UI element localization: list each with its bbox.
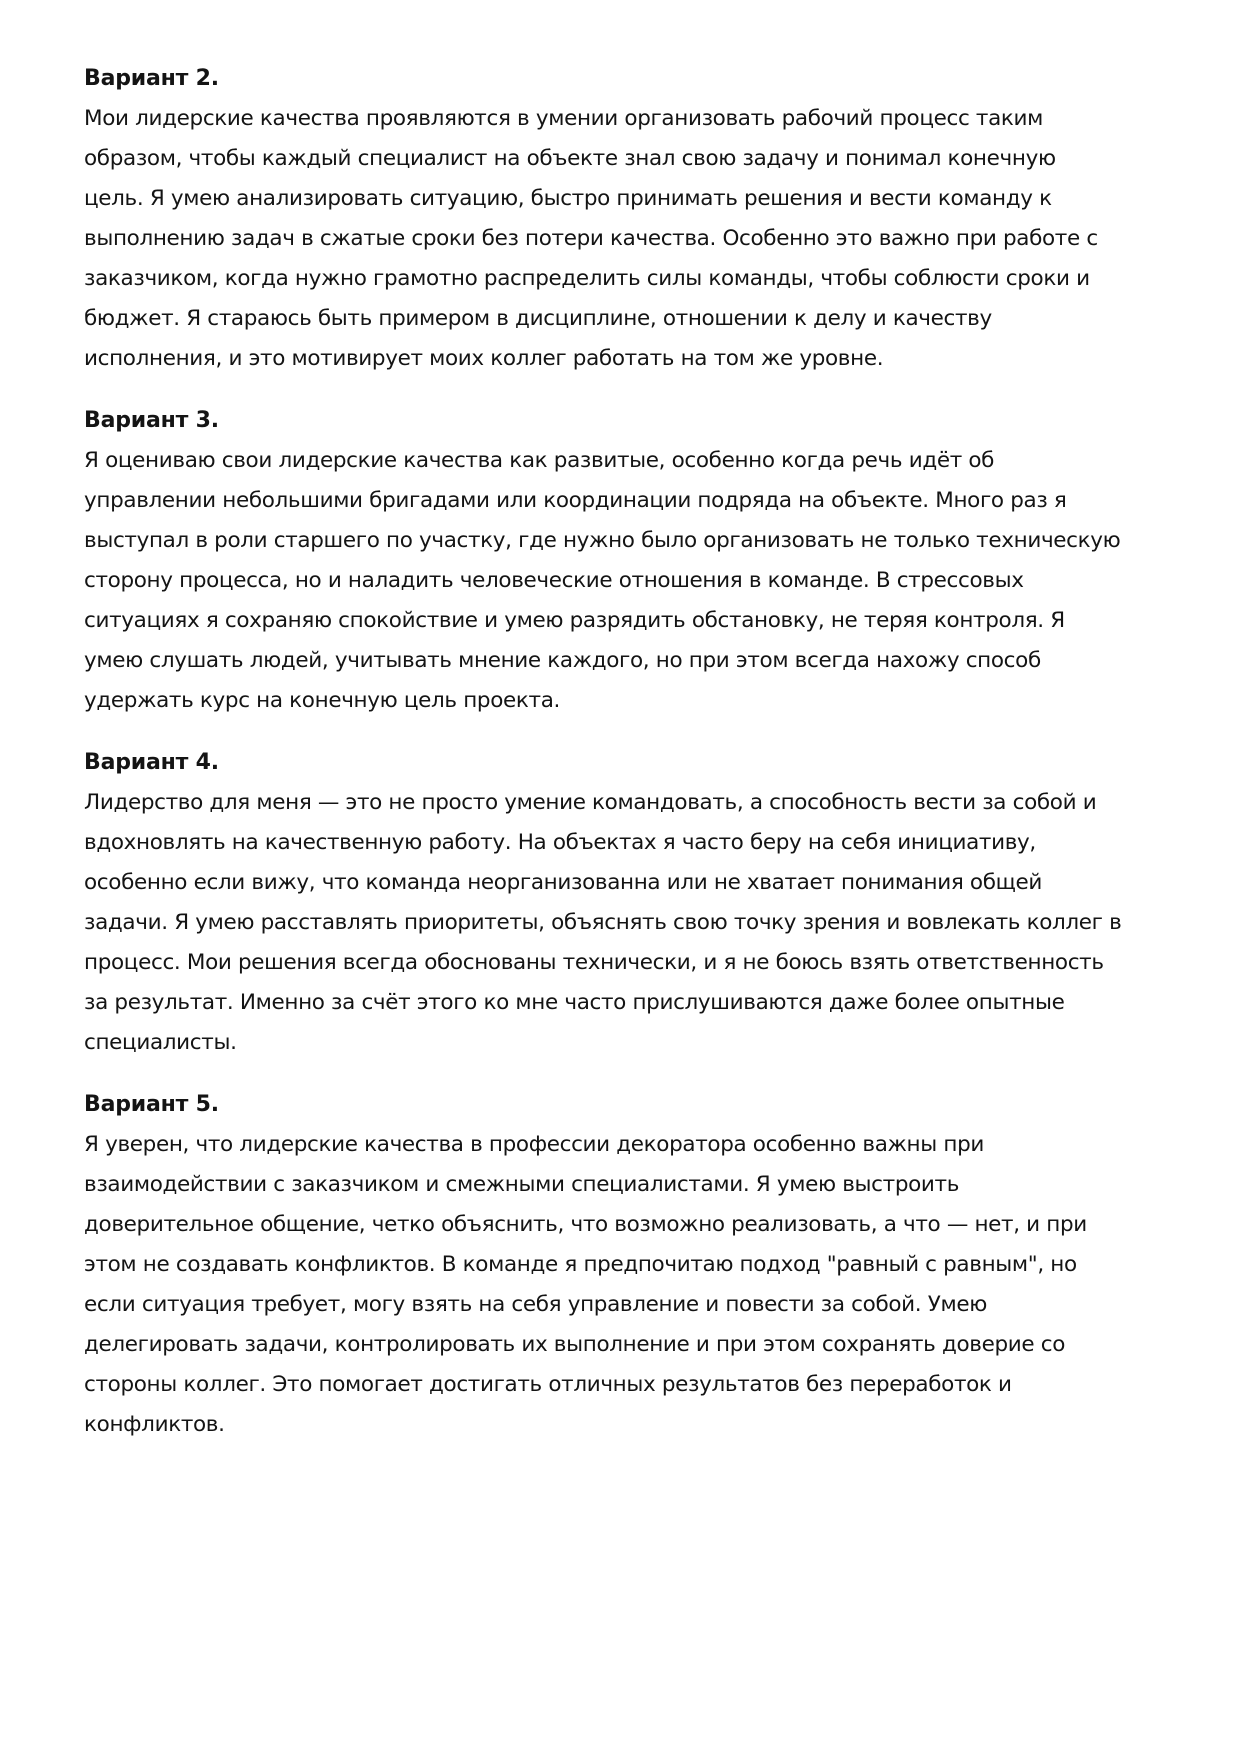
- text-line: сторону процесса, но и наладить человеческие отношения в команде. В стрессовых: [84, 568, 1024, 593]
- text-line: выполнению задач в сжатые сроки без потери качества. Особенно это важно при работе с: [84, 226, 1098, 251]
- text-line: делегировать задачи, контролировать их выполнение и при этом сохранять доверие со: [84, 1332, 1066, 1357]
- text-line: процесс. Мои решения всегда обоснованы технически, и я не боюсь взять ответственность: [84, 950, 1104, 975]
- variant-2-section: [84, 62, 1164, 379]
- text-line: Лидерство для меня — это не просто умение командовать, а способность вести за собой и: [84, 790, 1097, 815]
- text-line: доверительное общение, четко объяснить, что возможно реализовать, а что — нет, и при: [84, 1212, 1087, 1237]
- document-page: [84, 62, 1164, 1470]
- variant-2-title: Вариант 2.: [84, 66, 219, 91]
- text-line: взаимодействии с заказчиком и смежными специалистами. Я умею выстроить: [84, 1172, 960, 1197]
- text-line: заказчиком, когда нужно грамотно распределить силы команды, чтобы соблюсти сроки и: [84, 266, 1090, 291]
- text-line: стороны коллег. Это помогает достигать отличных результатов без переработок и: [84, 1372, 1012, 1397]
- text-line: особенно если вижу, что команда неорганизованна или не хватает понимания общей: [84, 870, 1043, 895]
- text-line: выступал в роли старшего по участку, где нужно было организовать не только техническую: [84, 528, 1121, 553]
- variant-4-body: [84, 783, 1164, 1063]
- variant-4-title: Вариант 4.: [84, 750, 219, 775]
- text-line: если ситуация требует, могу взять на себя управление и повести за собой. Умею: [84, 1292, 987, 1317]
- text-line: этом не создавать конфликтов. В команде я предпочитаю подход "равный с равным", но: [84, 1252, 1077, 1277]
- text-line: Я оцениваю свои лидерские качества как развитые, особенно когда речь идёт об: [84, 448, 995, 473]
- variant-5-body: [84, 1125, 1164, 1445]
- variant-3-section: [84, 404, 1164, 721]
- text-line: Я уверен, что лидерские качества в профессии декоратора особенно важны при: [84, 1132, 984, 1157]
- text-line: управлении небольшими бригадами или координации подряда на объекте. Много раз я: [84, 488, 1067, 513]
- text-line: специалисты.: [84, 1030, 237, 1055]
- text-line: ситуациях я сохраняю спокойствие и умею разрядить обстановку, не теряя контроля. Я: [84, 608, 1065, 633]
- text-line: Мои лидерские качества проявляются в умении организовать рабочий процесс таким: [84, 106, 1044, 131]
- variant-2-body: [84, 99, 1164, 379]
- text-line: удержать курс на конечную цель проекта.: [84, 688, 561, 713]
- variant-3-title: Вариант 3.: [84, 408, 219, 433]
- text-line: за результат. Именно за счёт этого ко мне часто прислушиваются даже более опытные: [84, 990, 1065, 1015]
- text-line: задачи. Я умею расставлять приоритеты, объяснять свою точку зрения и вовлекать коллег в: [84, 910, 1122, 935]
- variant-3-body: [84, 441, 1164, 721]
- text-line: образом, чтобы каждый специалист на объекте знал свою задачу и понимал конечную: [84, 146, 1056, 171]
- text-line: исполнения, и это мотивирует моих коллег работать на том же уровне.: [84, 346, 884, 371]
- text-line: вдохновлять на качественную работу. На объектах я часто беру на себя инициативу,: [84, 830, 1036, 855]
- variant-4-section: [84, 746, 1164, 1063]
- text-line: цель. Я умею анализировать ситуацию, быстро принимать решения и вести команду к: [84, 186, 1052, 211]
- text-line: конфликтов.: [84, 1412, 225, 1437]
- text-line: умею слушать людей, учитывать мнение каждого, но при этом всегда нахожу способ: [84, 648, 1041, 673]
- variant-5-title: Вариант 5.: [84, 1092, 219, 1117]
- text-line: бюджет. Я стараюсь быть примером в дисциплине, отношении к делу и качеству: [84, 306, 992, 331]
- variant-5-section: [84, 1088, 1164, 1445]
